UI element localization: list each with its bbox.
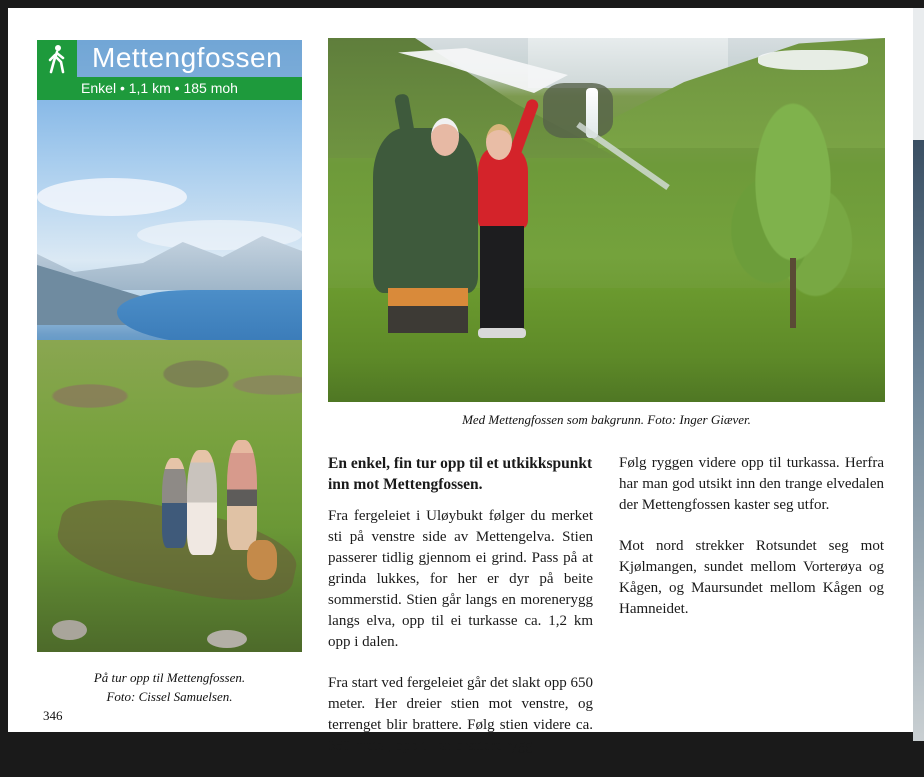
caption-line: På tur opp til Mettengfossen. — [93, 670, 246, 685]
left-photo-caption — [37, 668, 302, 706]
tree-trunk — [790, 258, 796, 328]
legs — [480, 226, 524, 331]
red-jacket — [478, 148, 528, 228]
hiker-girl — [227, 440, 257, 550]
rock — [207, 630, 247, 648]
caption-credit: Foto: Cissel Samuelsen. — [106, 689, 233, 704]
article-column-left — [328, 453, 593, 777]
right-photo-caption: Med Mettengfossen som bakgrunn. Foto: Inger Giæver. — [462, 412, 751, 427]
head — [431, 118, 459, 156]
legs — [388, 288, 468, 333]
article-paragraph: Fra start ved fergeleiet går det slakt opp 650 meter. Her dreier stien mot venstre, og terrenget blir brattere. Følg stien videre ca. 350 meter, opp til en brattere rygg. — [328, 675, 593, 754]
article-paragraph: Mot nord strekker Rotsundet seg mot Kjølmangen, sundet mellom Vorterøya og Kågen, og Maursundet mellom Kågen og Hamneidet. — [619, 538, 884, 617]
hiker-icon — [37, 40, 77, 77]
snow-patch — [758, 50, 868, 70]
hiker-woman — [187, 450, 217, 555]
left-photo-hikers — [37, 40, 302, 652]
page-number: 346 — [43, 708, 63, 723]
article-paragraph: Følg ryggen videre opp til turkassa. Herfra har man god utsikt inn den trange elvedalen der Mettengfossen kaster seg utfor. — [619, 455, 884, 513]
route-stats: Enkel • 1,1 km • 185 moh — [37, 77, 302, 100]
article-paragraph: Fra fergeleiet i Uløybukt følger du merket sti på venstre side av Mettengelva. Stien passerer tidlig gjennom ei grind. Pass på at grinda lukkes, for her er dyr på beite sommerstid. Stien går langs en morenerygg langs elva, opp til ei turkasse ca. 1,2 km opp i dalen. — [328, 508, 593, 650]
route-title: Mettengfossen — [92, 42, 283, 73]
poncho — [373, 128, 478, 293]
article-heading: En enkel, fin tur opp til et utkikkspunkt inn mot Mettengfossen. — [328, 455, 593, 493]
birch-trees — [37, 330, 302, 440]
shoes — [478, 328, 526, 338]
right-photo-waterfall — [328, 38, 885, 402]
article-column-right — [619, 453, 884, 640]
next-page-edge — [913, 8, 924, 140]
cloud — [37, 178, 187, 216]
rock — [52, 620, 87, 640]
cliff — [543, 83, 613, 138]
dog — [247, 540, 277, 580]
route-title-box — [37, 40, 302, 100]
head — [486, 124, 512, 160]
next-page-photo-edge — [913, 140, 924, 741]
hiker-child — [162, 458, 187, 548]
